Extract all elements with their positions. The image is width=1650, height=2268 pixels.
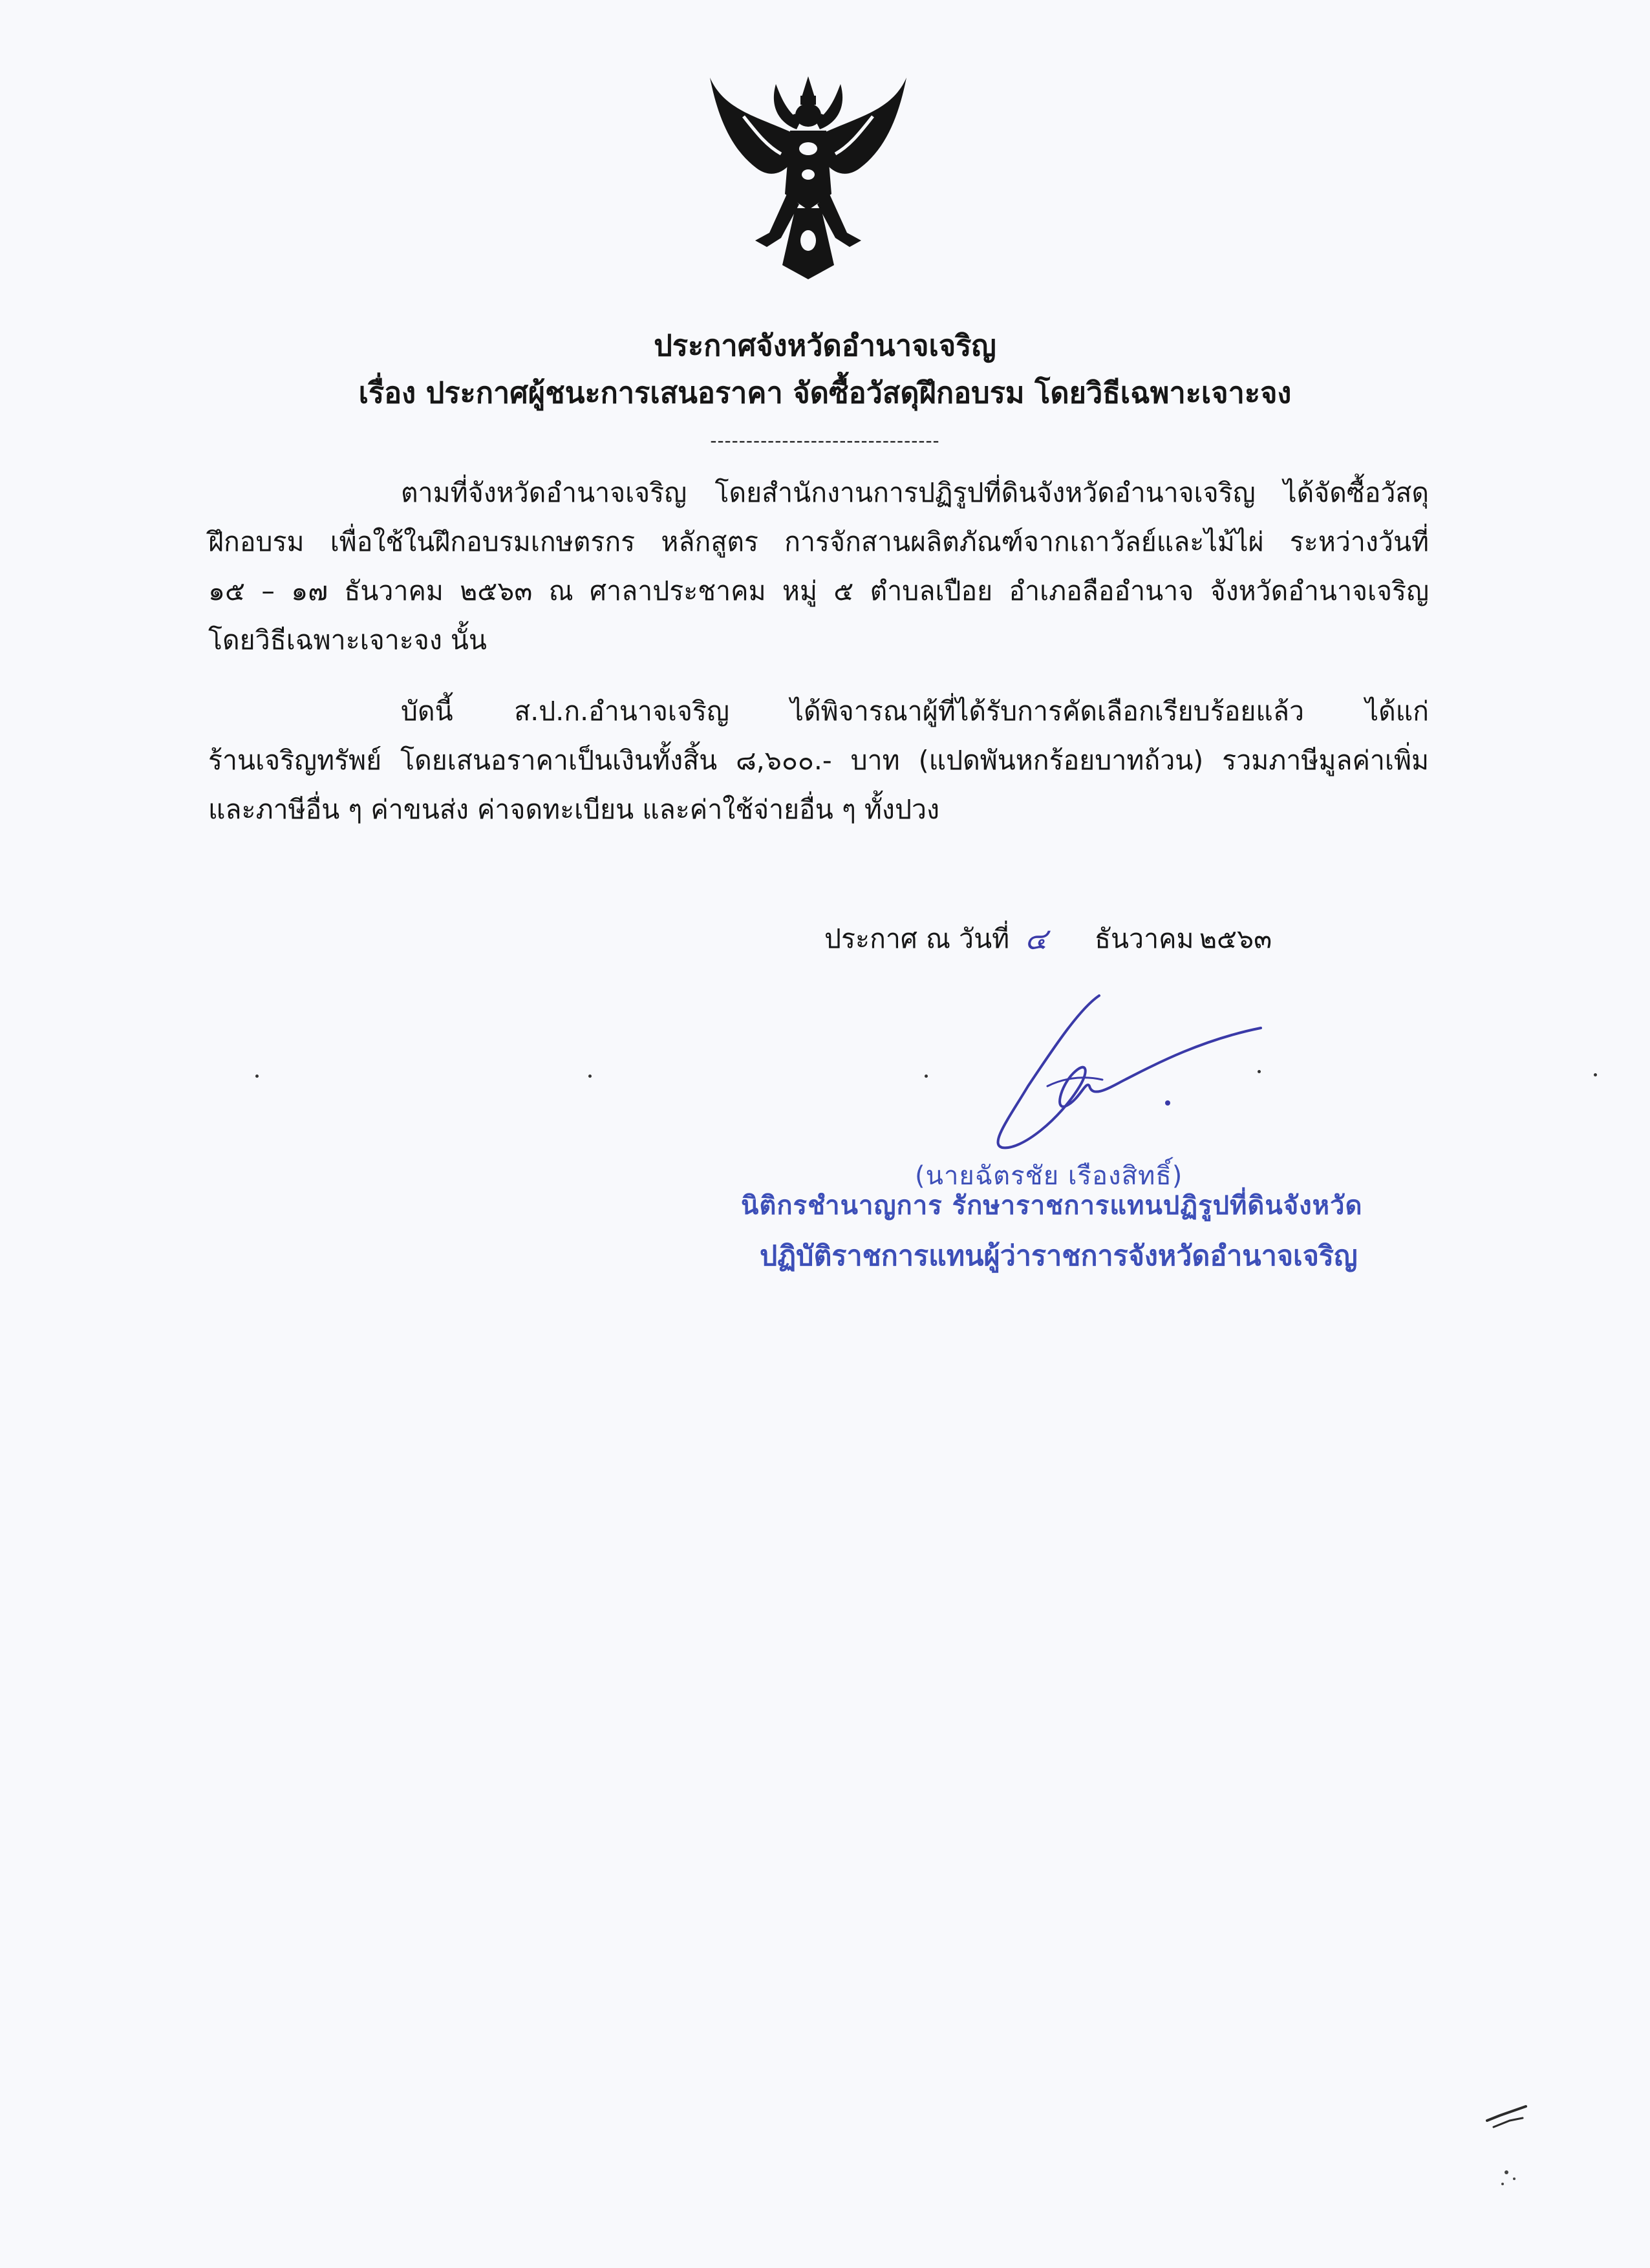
announcement-title: ประกาศจังหวัดอำนาจเจริญ (654, 328, 996, 363)
scan-speck (1258, 1070, 1261, 1073)
paragraph2-line1: บัดนี้ ส.ป.ก.อำนาจเจริญ ได้พิจารณาผู้ที่ได้รับการคัดเลือกเรียบร้อยแล้ว ได้แก่ (401, 696, 1429, 727)
scan-speck (1594, 1073, 1597, 1076)
scan-speck (255, 1075, 259, 1078)
paragraph2-line2: ร้านเจริญทรัพย์ โดยเสนอราคาเป็นเงินทั้งสิ้น ๘,๖๐๐.- บาท (แปดพันหกร้อยบาทถ้วน) รวมภาษีมูลค่าเพิ่ม (208, 745, 1429, 776)
garuda-emblem-icon (705, 71, 912, 284)
date-day-handwritten: ๔ (1025, 921, 1047, 956)
date-month: ธันวาคม (1095, 923, 1194, 954)
scan-speck (588, 1075, 592, 1078)
scan-speck (925, 1075, 928, 1078)
announcement-subject: เรื่อง ประกาศผู้ชนะการเสนอราคา จัดซื้อวัสดุฝึกอบรม โดยวิธีเฉพาะเจาะจง (358, 376, 1292, 410)
paragraph1-line1: ตามที่จังหวัดอำนาจเจริญ โดยสำนักงานการปฏิรูปที่ดินจังหวัดอำนาจเจริญ ได้จัดซื้อวัสดุ (401, 477, 1429, 508)
signatory-name: (นายฉัตรชัย เรืองสิทธิ์) (915, 1161, 1183, 1191)
handwritten-signature-icon (950, 989, 1274, 1157)
title-separator: -------------------------------- (710, 430, 940, 451)
scan-smudge-icon (1474, 2075, 1552, 2205)
paragraph2-line3: และภาษีอื่น ๆ ค่าขนส่ง ค่าจดทะเบียน และค่าใช้จ่ายอื่น ๆ ทั้งปวง (208, 794, 940, 825)
signatory-position-line2: ปฏิบัติราชการแทนผู้ว่าราชการจังหวัดอำนาจเจริญ (760, 1240, 1358, 1272)
paragraph1-line4: โดยวิธีเฉพาะเจาะจง นั้น (208, 625, 487, 656)
paragraph1-line2: ฝึกอบรม เพื่อใช้ในฝึกอบรมเกษตรกร หลักสูตร การจักสานผลิตภัณฑ์จากเถาวัลย์และไม้ไผ่ ระหว่างวันที่ (208, 526, 1429, 557)
date-label: ประกาศ ณ วันที่ (824, 923, 1010, 954)
signatory-position-line1: นิติกรชำนาญการ รักษาราชการแทนปฏิรูปที่ดินจังหวัด (741, 1191, 1363, 1221)
date-year: ๒๕๖๓ (1199, 923, 1272, 954)
paragraph1-line3: ๑๕ – ๑๗ ธันวาคม ๒๕๖๓ ณ ศาลาประชาคม หมู่ ๕ ตำบลเปือย อำเภอลืออำนาจ จังหวัดอำนาจเจริญ (208, 575, 1429, 606)
